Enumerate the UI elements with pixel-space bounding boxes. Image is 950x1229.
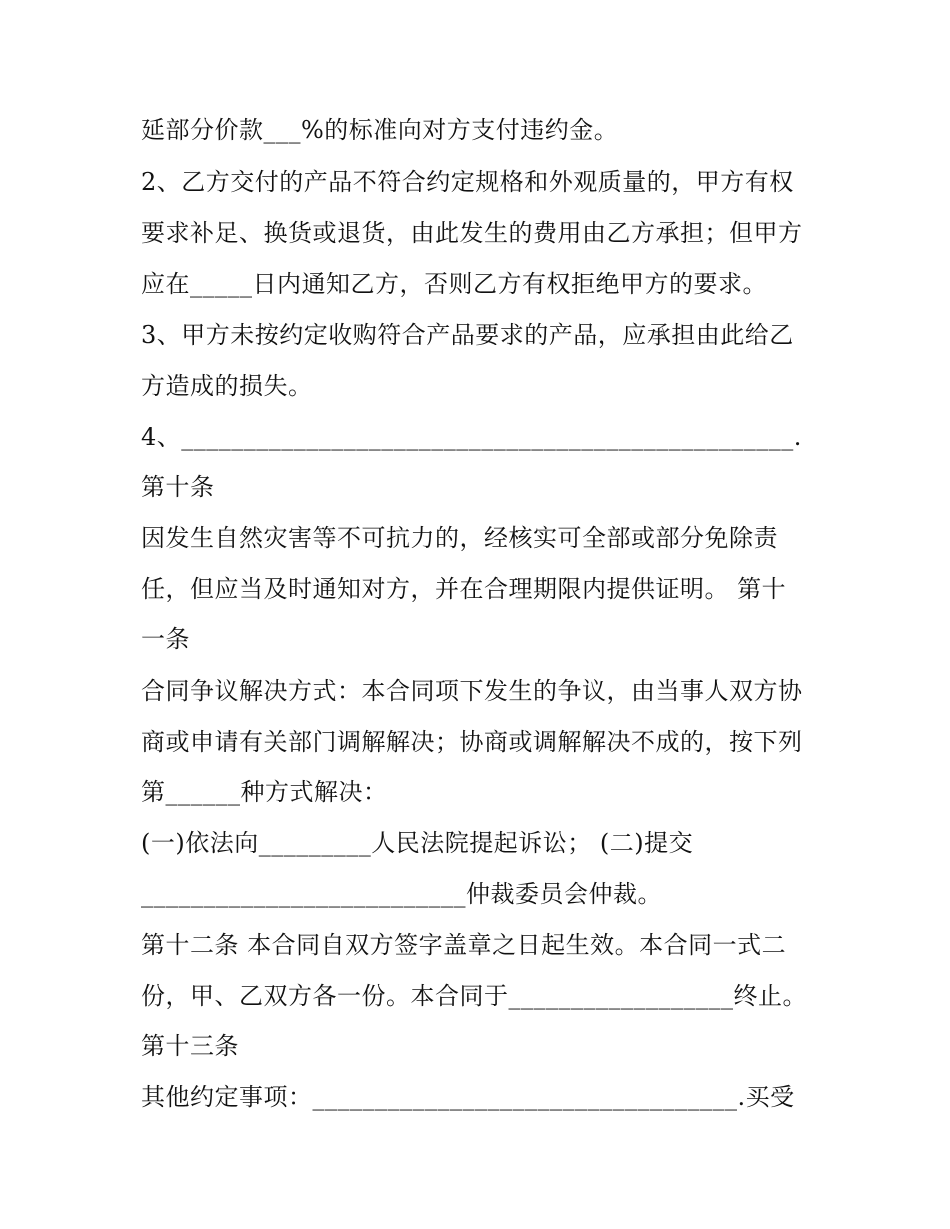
text-line: 份，甲、乙双方各一份。本合同于__________________终止。 (141, 982, 807, 1010)
text-line: 合同争议解决方式：本合同项下发生的争议，由当事人双方协 (141, 677, 803, 705)
article-heading: 第十条 (141, 473, 215, 501)
text-line: __________________________仲裁委员会仲裁。 (141, 880, 662, 908)
text-line: 第______种方式解决： (141, 778, 388, 806)
text-line: 任，但应当及时通知对方，并在合理期限内提供证明。 第十 (141, 575, 787, 603)
text-line: 第十二条 本合同自双方签字盖章之日起生效。本合同一式二 (141, 931, 787, 959)
text-line: 因发生自然灾害等不可抗力的，经核实可全部或部分免除责 (141, 524, 778, 552)
text-line: 商或申请有关部门调解解决；协商或调解解决不成的，按下列 (141, 728, 803, 756)
text-line: (一)依法向_________人民法院提起诉讼； (二)提交 (141, 829, 694, 857)
text-line: 其他约定事项：__________________________________.买受 (141, 1083, 795, 1111)
article-heading: 第十三条 (141, 1032, 239, 1060)
text-line: 3、甲方未按约定收购符合产品要求的产品，应承担由此给乙 (141, 321, 794, 349)
text-line: 方造成的损失。 (141, 372, 313, 400)
text-line: 一条 (141, 625, 190, 653)
text-line: 4、_________________________________________________. (141, 423, 802, 451)
text-line: 2、乙方交付的产品不符合约定规格和外观质量的，甲方有权 (141, 168, 794, 196)
text-line: 延部分价款___%的标准向对方支付违约金。 (141, 116, 619, 144)
text-line: 要求补足、换货或退货，由此发生的费用由乙方承担；但甲方 (141, 219, 803, 247)
text-line: 应在_____日内通知乙方，否则乙方有权拒绝甲方的要求。 (141, 270, 767, 298)
